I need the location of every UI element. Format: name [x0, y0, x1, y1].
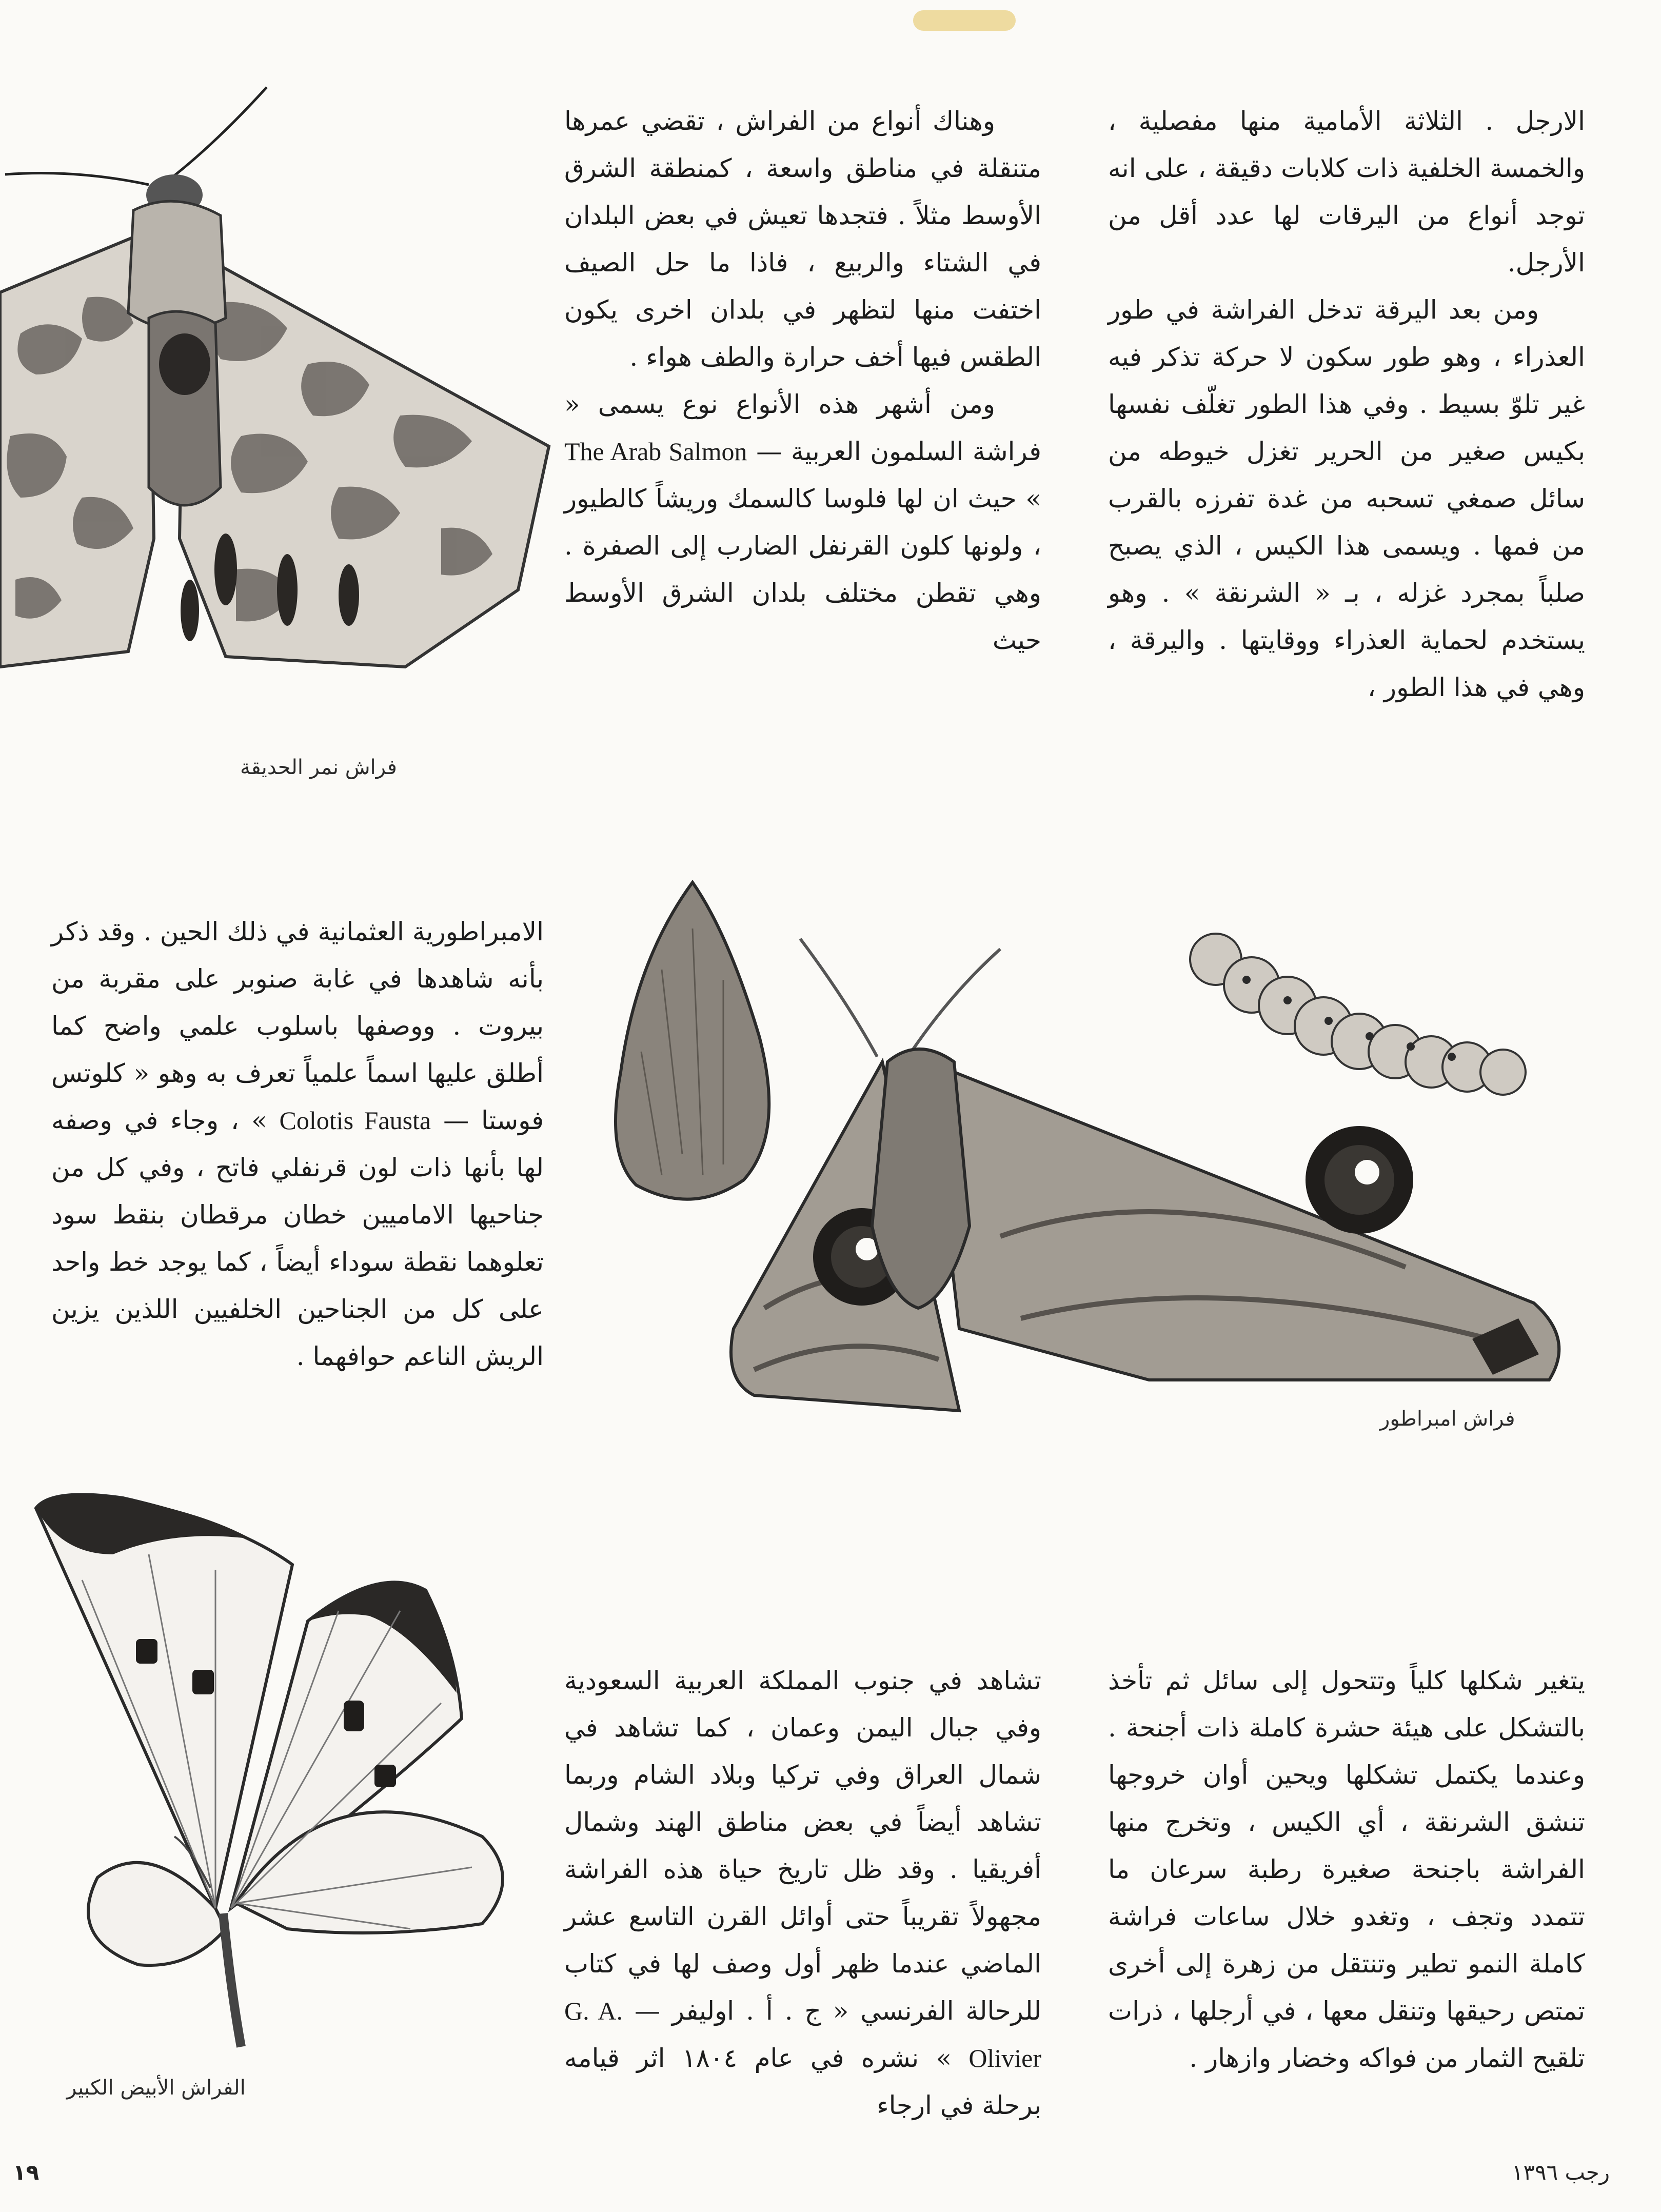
paragraph: وهناك أنواع من الفراش ، تقضي عمرها متنقلة في مناطق واسعة ، كمنطقة الشرق الأوسط مثلاً . فتجدها تعيش في بعض البلدان في الشتاء والربيع ، فاذا ما حل الصيف اختفت منها لتظهر في بلدان اخرى يكون الطقس فيها أخف حرارة والطف هواء .: [564, 106, 1041, 372]
caption-emperor: فراش امبراطور: [1380, 1407, 1515, 1431]
column-bottom-middle: [564, 1657, 1041, 2129]
paragraph: ومن أشهر هذه الأنواع نوع يسمى « فراشة السلمون العربية — The Arab Salmon » حيث ان لها فلوسا كالسمك وريشاً كالطيور ، ولونها كلون القرنفل الضارب إلى الصفرة . وهي تقطن مختلف بلدان الشرق الأوسط حيث: [564, 389, 1042, 655]
page-number: ١٩: [13, 2160, 39, 2185]
latin-name: The Arab Salmon: [564, 437, 747, 466]
emperor-moth-illustration: [559, 867, 1642, 1472]
large-white-butterfly-illustration: [21, 1477, 549, 2067]
column-top-middle: [564, 97, 1041, 664]
caption-garden-tiger: فراش نمر الحديقة: [240, 756, 397, 779]
issue-date: رجب ١٣٩٦: [1511, 2160, 1610, 2185]
latin-name: G. A. Olivier: [564, 1997, 1041, 2072]
top-smudge: [913, 10, 1016, 31]
garden-tiger-moth-illustration: [0, 77, 559, 693]
caption-large-white: الفراش الأبيض الكبير: [67, 2076, 246, 2100]
paragraph: تشاهد في جنوب المملكة العربية السعودية وفي جبال اليمن وعمان ، كما تشاهد في شمال العراق وفي تركيا وبلاد الشام وربما تشاهد أيضاً في بعض مناطق الهند وشمال أفريقيا . وقد ظل تاريخ حياة هذه الفراشة مجهولاً تقريباً حتى أوائل القرن التاسع عشر الماضي عندما ظهر أول وصف لها في كتاب للرحالة الفرنسي « ج . أ . اوليفر — G. A. Olivier » نشره في عام ١٨٠٤ اثر قيامه برحلة في ارجاء: [564, 1666, 1041, 2120]
paragraph: ومن بعد اليرقة تدخل الفراشة في طور العذراء ، وهو طور سكون لا حركة تذكر فيه غير تلوّ بسيط . وفي هذا الطور تغلّف نفسها بكيس صغير من الحرير تغزل خيوطه من سائل صمغي تسحبه من غدة تفرزه بالقرب من فمها . ويسمى هذا الكيس ، الذي يصبح صلباً بمجرد غزله ، بـ « الشرنقة » . وهو يستخدم لحماية العذراء ووقايتها . واليرقة ، وهي في هذا الطور ،: [1108, 295, 1585, 702]
column-bottom-right: [1108, 1657, 1585, 2082]
paragraph: يتغير شكلها كلياً وتتحول إلى سائل ثم تأخذ بالتشكل على هيئة حشرة كاملة ذات أجنحة . وعندما يكتمل تشكلها ويحين أوان خروجها تنشق الشرنقة ، أي الكيس ، وتخرج منها الفراشة باجنحة صغيرة رطبة سرعان ما تتمدد وتجف ، وتغدو خلال ساعات فراشة كاملة النمو تطير وتنتقل من زهرة إلى أخرى تمتص رحيقها وتنقل معها ، في أرجلها ، ذرات تلقيح الثمار من فواكه وخضار وازهار .: [1108, 1666, 1585, 2073]
column-middle-right: [51, 908, 544, 1380]
paragraph: الامبراطورية العثمانية في ذلك الحين . وقد ذكر بأنه شاهدها في غابة صنوبر على مقربة من بيروت . ووصفها باسلوب علمي واضح كما أطلق عليها اسماً علمياً تعرف به وهو « كلوتس فوستا — Colotis Fausta » ، وجاء في وصفه لها بأنها ذات لون قرنفلي فاتح ، وفي كل من جناحيها الاماميين خطان مرقطان بنقط سود تعلوهما نقطة سوداء أيضاً ، كما يوجد خط واحد على كل من الجناحين الخلفيين اللذين يزين الريش الناعم حوافهما .: [51, 917, 544, 1371]
column-top-right: [1108, 97, 1585, 711]
paragraph: الارجل . الثلاثة الأمامية منها مفصلية ، والخمسة الخلفية ذات كلابات دقيقة ، على انه توجد أنواع من اليرقات لها عدد أقل من الأرجل.: [1108, 106, 1585, 278]
latin-name: Colotis Fausta: [279, 1106, 431, 1135]
